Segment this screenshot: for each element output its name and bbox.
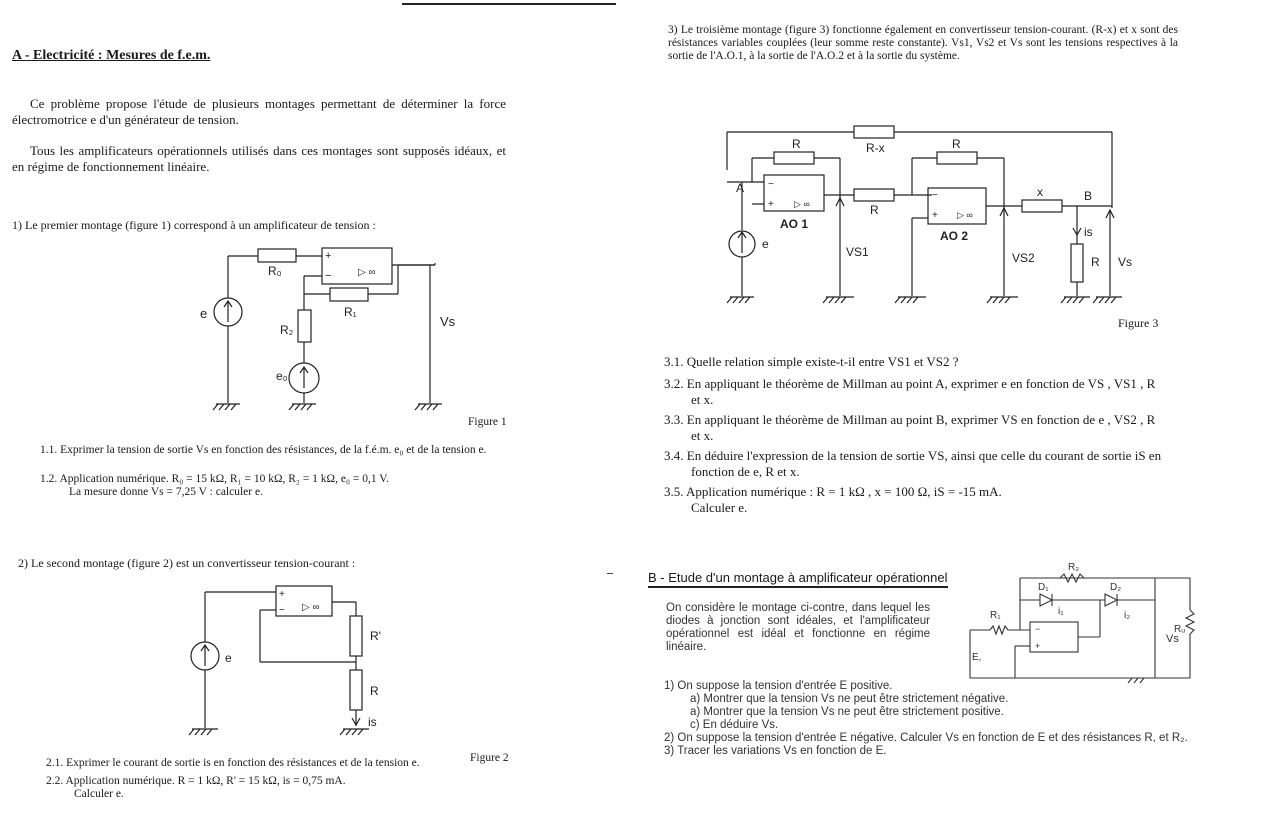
fig3-vs2-label: VS2 — [1012, 251, 1035, 265]
figure-1-caption: Figure 1 — [468, 416, 507, 428]
section-b-title: B - Etude d'un montage à amplificateur opérationnel — [648, 570, 948, 588]
fig3-rx-label: R-x — [866, 141, 885, 155]
fig3-ao1-amp: ▷ ∞ — [794, 199, 810, 209]
fig3-r4-label: R — [1091, 255, 1100, 269]
section-b-intro: On considère le montage ci-contre, dans lequel les diodes à jonction sont idéales, et l'amplificateur opérationnel est idéal et fonctionne en régime linéaire. — [666, 602, 930, 653]
b-item-1a: a) Montrer que la tension Vs ne peut être strictement négative. — [690, 693, 1009, 705]
b-vs-label: Vs — [1166, 633, 1179, 645]
fig3-vs-label: Vs — [1118, 255, 1133, 269]
fig3-ao1-label: AO 1 — [780, 217, 809, 231]
figure-3-circuit — [722, 120, 1162, 320]
q3-4: 3.4. En déduire l'expression de la tension de sortie VS, ainsi que celle du courant de sortie iS en fonction de e, R et x. — [664, 448, 1162, 479]
q3-3: 3.3. En appliquant le théorème de Millman au point B, exprimer VS en fonction de e , VS2 , R et x. — [664, 412, 1156, 443]
b-amp-plus: + — [1035, 641, 1041, 651]
section-a-intro-2: Tous les amplificateurs opérationnels utilisés dans ces montages sont supposés idéaux, et en régime de fonctionnement linéaire. — [12, 143, 506, 174]
fig3-r1-label: R — [792, 137, 801, 151]
b-item-2: 2) On suppose la tension d'entrée E négative. Calculer Vs en fonction de E et des résistances R, et R₂. — [664, 732, 1188, 744]
q3-5b: Calculer e. — [691, 500, 748, 515]
figure-1-circuit — [180, 238, 520, 433]
fig3-vs1-label: VS1 — [846, 245, 869, 259]
fig3-ao1-plus: + — [768, 199, 774, 210]
top-rule — [402, 3, 616, 5]
b-ru-label: Rᵤ — [1174, 624, 1186, 635]
q3-questions — [664, 354, 1164, 516]
fig3-ao2-amp: ▷ ∞ — [957, 210, 973, 220]
section-b-items — [664, 680, 1204, 758]
fig2-minus: − — [279, 605, 285, 616]
fig3-ao2-minus: − — [932, 190, 938, 201]
b-item-1: 1) On suppose la tension d'entrée E positive. — [664, 680, 893, 692]
q1-1: 1.1. Exprimer la tension de sortie Vs en fonction des résistances, de la f.é.m. e₀ et de la tension e. — [40, 444, 487, 456]
fig3-r2-label: R — [952, 137, 961, 151]
fig3-ao1-minus: − — [768, 179, 774, 190]
fig1-e-label: e — [200, 306, 208, 321]
fig1-r0-label: R₀ — [268, 264, 282, 278]
fig2-e-label: e — [225, 651, 232, 665]
q3-5: 3.5. Application numérique : R = 1 kΩ , x = 100 Ω, iS = -15 mA. — [664, 484, 1002, 499]
fig3-ao2-plus: + — [932, 210, 938, 221]
b-d1-label: D₁ — [1038, 582, 1049, 593]
fig1-minus: − — [325, 270, 332, 282]
q3-1: 3.1. Quelle relation simple existe-t-il entre VS1 et VS2 ? — [664, 354, 959, 369]
b-d2-label: D₂ — [1110, 582, 1122, 593]
b-e-label: E, — [972, 652, 982, 663]
q1-heading: 1) Le premier montage (figure 1) correspond à un amplificateur de tension : — [12, 218, 376, 232]
figure-3-caption: Figure 3 — [1118, 316, 1159, 330]
fig2-plus: + — [279, 589, 285, 600]
q3-heading: 3) Le troisième montage (figure 3) fonctionne également en convertisseur tension-courant. (R-x) et x sont des résistances variables couplées (leur somme reste constante). Vs1, Vs2 et Vs sont les tensions respectives à la sortie de l'A.O.1, à la sortie de l'A.O.2 et à la sortie du système. — [668, 24, 1178, 62]
b-amp-minus: − — [1035, 624, 1041, 634]
fig2-is-label: is — [368, 715, 377, 729]
b-item-3: 3) Tracer les variations Vs en fonction de E. — [664, 745, 887, 757]
fig3-b-label: B — [1084, 189, 1093, 203]
section-b-circuit — [960, 560, 1210, 690]
fig1-r2-label: R₂ — [280, 323, 294, 337]
fig3-x-label: x — [1037, 185, 1043, 199]
section-a-title: A - Electricité : Mesures de f.e.m. — [12, 48, 211, 63]
q3-2: 3.2. En appliquant le théorème de Millman au point A, exprimer e en fonction de VS , VS1 , R et x. — [664, 376, 1156, 407]
fig3-ao2-label: AO 2 — [940, 229, 969, 243]
q2-heading: 2) Le second montage (figure 2) est un convertisseur tension-courant : — [18, 556, 356, 570]
fig1-amp-symbol: ▷ ∞ — [358, 267, 376, 278]
q2-2b: Calculer e. — [74, 788, 124, 800]
figure-2-caption: Figure 2 — [470, 752, 509, 764]
fig2-amp-symbol: ▷ ∞ — [302, 602, 320, 613]
fig1-r1-label: R₁ — [344, 305, 357, 319]
fig2-r-label: R — [370, 684, 379, 698]
fig3-r3-label: R — [870, 203, 879, 217]
b-i1-label: i₁ — [1058, 606, 1064, 617]
q1-2b: La mesure donne Vs = 7,25 V : calculer e. — [69, 486, 263, 498]
q1-2a: 1.2. Application numérique. R₀ = 15 kΩ, R₁ = 10 kΩ, R₂ = 1 kΩ, e₀ = 0,1 V. — [40, 473, 389, 485]
b-r1-label: R₁ — [990, 610, 1001, 621]
section-a-intro-1: Ce problème propose l'étude de plusieurs montages permettant de déterminer la force électromotrice e d'un générateur de tension. — [12, 96, 506, 127]
b-i2-label: i₂ — [1124, 610, 1131, 621]
fig1-vs-label: Vs — [440, 314, 456, 329]
b-item-1b: a) Montrer que la tension Vs ne peut être strictement positive. — [690, 706, 1004, 718]
figure-2-circuit — [180, 580, 430, 750]
fig3-e-label: e — [762, 237, 769, 251]
fig1-e0-label: e₀ — [276, 369, 288, 383]
fig2-rp-label: R' — [370, 629, 381, 643]
margin-dash — [607, 573, 613, 574]
b-r2-label: R₂ — [1068, 562, 1080, 573]
fig3-is-label: is — [1084, 225, 1093, 239]
fig3-a-label: A — [736, 181, 745, 195]
q2-2a: 2.2. Application numérique. R = 1 kΩ, R' = 15 kΩ, is = 0,75 mA. — [46, 775, 346, 787]
q2-1: 2.1. Exprimer le courant de sortie is en fonction des résistances et de la tension e. — [46, 757, 420, 769]
b-item-1c: c) En déduire Vs. — [690, 719, 779, 731]
fig1-plus: + — [325, 250, 332, 262]
